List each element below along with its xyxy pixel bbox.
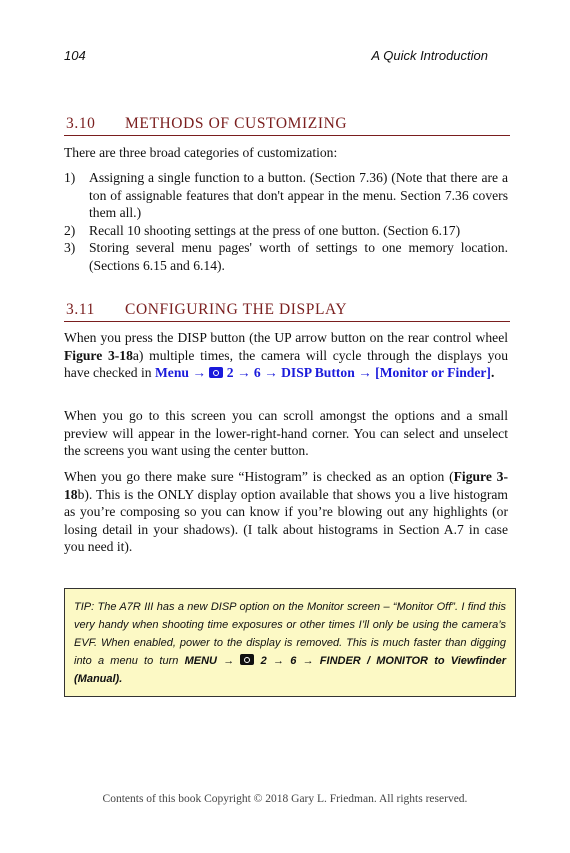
page-header — [64, 48, 488, 68]
running-title: A Quick Introduction — [371, 48, 488, 63]
figure-reference: Figure 3-18 — [64, 347, 133, 363]
copyright-footer: Contents of this book Copyright © 2018 Gary L. Friedman. All rights reserved. — [102, 793, 468, 805]
text-run: b). This is the ONLY display option available that shows you a live histogram as you’re composing so you can know if you’re blowing out any highlights (or losing detail in your shadows). (I talk about histograms in Section A.7 in case you need it). — [64, 486, 508, 555]
tip-text: The A7R III has a new DISP option on the Monitor screen – “Monitor Off”. I find this very handy when shooting time exposures or other times I’ll only be using the camera’s EVF. When enabled, power to the display is removed. This is much faster than digging into a menu to turn — [74, 601, 506, 667]
section-heading-customizing — [64, 115, 510, 136]
list-number: 2) — [64, 222, 76, 238]
page-number: 104 — [64, 48, 86, 63]
display-paragraph-3 — [64, 468, 508, 556]
section-intro: There are three broad categories of customization: — [64, 145, 338, 160]
list-item — [64, 169, 508, 222]
customization-list — [64, 169, 508, 275]
section-title: CONFIGURING THE DISPLAY — [125, 301, 348, 318]
tip-menu-text: MENU → — [184, 655, 241, 667]
tip-label: TIP: — [74, 601, 95, 613]
section-title: METHODS OF CUSTOMIZING — [125, 115, 348, 132]
list-item-text: Recall 10 shooting settings at the press of one button. (Section 6.17) — [89, 222, 461, 238]
section-heading-display — [64, 301, 510, 322]
camera-icon — [240, 654, 254, 665]
text-run: When you press the DISP button (the UP arrow button on the rear control wheel — [64, 330, 508, 345]
list-item — [64, 222, 508, 240]
text-run: When you go there make sure “Histogram” is checked as an option ( — [64, 469, 454, 484]
list-number: 3) — [64, 240, 76, 256]
display-paragraph-1 — [64, 329, 508, 382]
menu-path-text: 2 → 6 → DISP Button → [Monitor or Finder] — [223, 365, 491, 381]
section-number: 3.11 — [66, 301, 95, 318]
tip-menu-text: 2 → 6 → FINDER / MONITOR to Viewfinder (Manual). — [74, 655, 507, 685]
list-item-text: Assigning a single function to a button. (Section 7.36) (Note that there are a ton of assignable features that don't appear in the menu. Section 7.36 covers them all.) — [89, 170, 508, 221]
camera-icon — [209, 367, 223, 378]
text-run: . — [490, 365, 495, 381]
text-run: a) multiple times, the camera will cycle through the displays you have checked in — [64, 347, 508, 381]
tip-box — [64, 588, 516, 697]
list-number: 1) — [64, 170, 76, 185]
display-paragraph-2: When you go to this screen you can scroll amongst the options and a small preview will appear in the lower-right-hand corner. You can select and unselect the screens you want using the center button. — [64, 408, 508, 459]
menu-path-text: Menu → — [154, 365, 210, 381]
menu-path — [155, 365, 491, 380]
list-item-text: Storing several menu pages' worth of settings to one memory location. (Sections 6.15 and 6.14). — [89, 240, 508, 273]
section-number: 3.10 — [66, 115, 96, 132]
list-item — [64, 239, 508, 274]
figure-reference: Figure 3-18 — [64, 469, 508, 502]
